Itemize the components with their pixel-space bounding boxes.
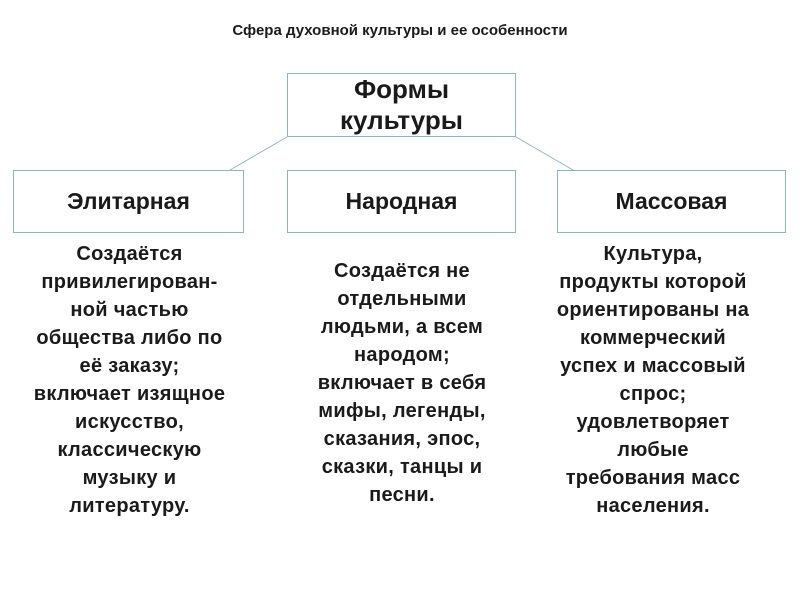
form-box-folk — [287, 170, 516, 233]
form-box-mass — [557, 170, 786, 233]
root-box-culture-forms — [287, 73, 516, 137]
form-label-folk: Народная — [345, 188, 458, 214]
form-label-mass: Массовая — [615, 188, 728, 214]
connector-root-to-elite — [230, 137, 287, 170]
form-label-elite: Элитарная — [67, 188, 190, 214]
root-box-label: Формы культуры — [340, 74, 463, 135]
description-elite: Создаётся привилегирован- ной частью общества либо по её заказу; включает изящное искусство, классическую музыку и литературу. — [33, 243, 226, 517]
slide-title: Сфера духовной культуры и ее особенности — [232, 22, 568, 39]
form-box-elite — [13, 170, 244, 233]
description-mass: Культура, продукты которой ориентированы на коммерческий успех и массовый спрос; удовлетворяет любые требования масс населения. — [556, 243, 750, 517]
connector-root-to-mass — [516, 137, 573, 170]
description-folk: Создаётся не отдельными людьми, а всем народом; включает в себя мифы, легенды, сказания, эпос, сказки, танцы и песни. — [317, 260, 487, 506]
